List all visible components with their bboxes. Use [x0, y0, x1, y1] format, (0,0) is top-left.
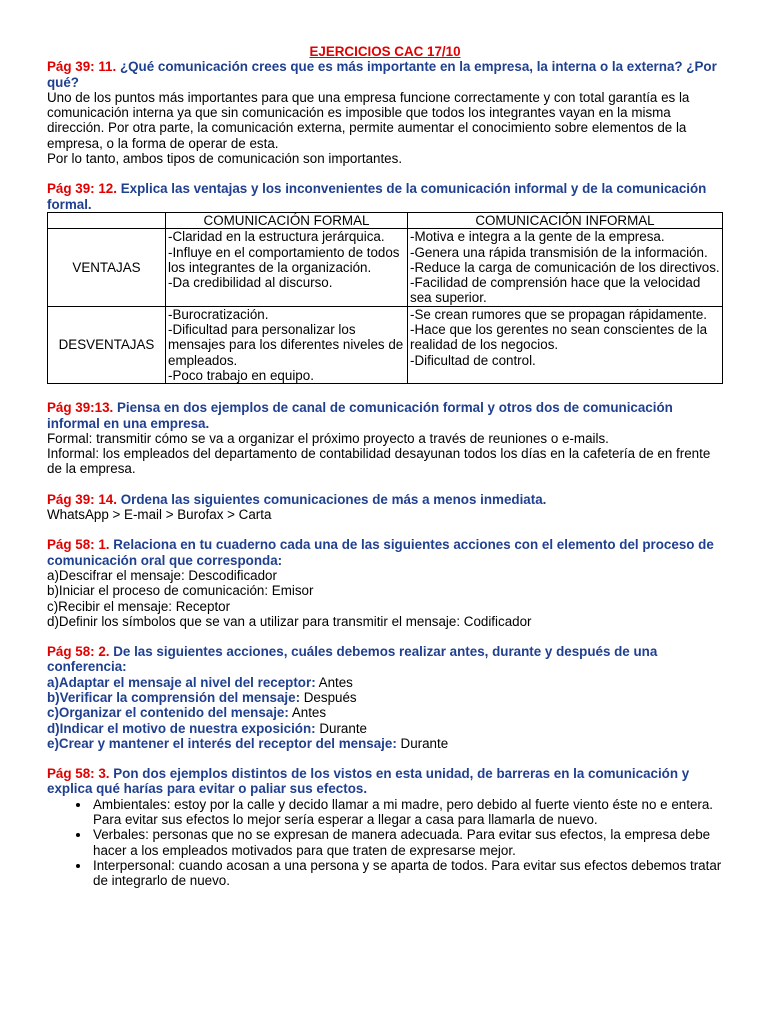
cell-line: -Motiva e integra a la gente de la empresa. [410, 229, 665, 245]
bullet-list [47, 797, 723, 889]
question-ref: Pág 39: 14. [47, 491, 117, 507]
answer-line [47, 736, 723, 751]
comparison-table [47, 212, 723, 384]
question-58-2 [47, 644, 723, 675]
table-row [48, 306, 723, 383]
table-cell [166, 229, 408, 306]
cell-line: -Burocratización. [168, 306, 269, 322]
item-question: e)Crear y mantener el interés del receptor del mensaje: [47, 735, 397, 751]
question-ref: Pág 58: 2. [47, 644, 110, 660]
question-ref: Pág 58: 1. [47, 537, 110, 553]
table-header: COMUNICACIÓN FORMAL [166, 212, 408, 228]
cell-line: -Se crean rumores que se propagan rápidamente. [410, 306, 708, 322]
answer-line [47, 690, 723, 705]
row-label: DESVENTAJAS [48, 306, 166, 383]
question-text: Ordena las siguientes comunicaciones de más a menos inmediata. [116, 491, 547, 507]
question-58-1 [47, 537, 723, 568]
cell-line: -Reduce la carga de comunicación de los directivos. [410, 259, 720, 275]
question-ref: Pág 39: 12. [47, 181, 117, 197]
question-ref: Pág 58: 3. [47, 766, 110, 782]
answer-line [47, 721, 723, 736]
answer-line: d)Definir los símbolos que se van a utilizar para transmitir el mensaje: Codificador [47, 613, 532, 629]
question-text: De las siguientes acciones, cuáles debemos realizar antes, durante y después de una conferencia: [47, 644, 658, 675]
item-question: b)Verificar la comprensión del mensaje: [47, 689, 301, 705]
answer-paragraph: Informal: los empleados del departamento de contabilidad desayunan todos los días en la cafetería de en frente de la empresa. [47, 446, 711, 477]
cell-line: -Facilidad de comprensión hace que la velocidad sea superior. [410, 275, 701, 306]
question-13 [47, 400, 723, 431]
document-page [47, 44, 723, 889]
list-item: • Interpersonal: cuando acosan a una persona y se aparta de todos. Para evitar sus efectos debemos tratar de integrarlo de nuevo. [91, 858, 723, 889]
cell-line: -Hace que los gerentes no sean conscientes de la realidad de los negocios. [410, 322, 708, 353]
item-question: a)Adaptar el mensaje al nivel del receptor: [47, 674, 316, 690]
item-answer: Antes [288, 705, 327, 721]
question-11 [47, 59, 723, 90]
answer-line [47, 675, 723, 690]
cell-line: -Da credibilidad al discurso. [168, 275, 333, 291]
table-row [48, 229, 723, 306]
answer-line: a)Descifrar el mensaje: Descodificador [47, 567, 277, 583]
answer-line: c)Recibir el mensaje: Receptor [47, 598, 231, 614]
question-text: Piensa en dos ejemplos de canal de comunicación formal y otros dos de comunicación informal en una empresa. [47, 400, 673, 431]
table-header-row [48, 212, 723, 228]
item-question: c)Organizar el contenido del mensaje: [47, 705, 289, 721]
cell-line: -Genera una rápida transmisión de la información. [410, 244, 708, 260]
item-question: d)Indicar el motivo de nuestra exposición: [47, 720, 316, 736]
question-text: ¿Qué comunicación crees que es más importante en la empresa, la interna o la externa? ¿Por qué? [47, 59, 717, 90]
list-item: • Ambientales: estoy por la calle y decido llamar a mi madre, pero debido al fuerte viento éste no e entera. Para evitar sus efectos lo mejor sería esperar a llegar a casa para llamarla de nuevo. [91, 797, 723, 828]
cell-line: -Dificultad de control. [410, 352, 536, 368]
item-answer: Después [300, 689, 357, 705]
table-header [48, 212, 166, 228]
answer-paragraph: WhatsApp > E-mail > Burofax > Carta [47, 507, 272, 523]
answer-paragraph: Uno de los puntos más importantes para que una empresa funcione correctamente y con total garantía es la comunicación interna ya que sin comunicación es imposible que todos los integrantes vayan en la misma dirección. Por otra parte, la comunicación externa, permite aumentar el conocimiento sobre elementos de la empresa, o la forma de operar de esta. [47, 89, 690, 151]
question-ref: Pág 39:13. [47, 400, 114, 416]
answer-line [47, 705, 723, 720]
cell-line: -Claridad en la estructura jerárquica. [168, 229, 385, 245]
question-14 [47, 492, 723, 507]
row-label: VENTAJAS [48, 229, 166, 306]
question-text: Pon dos ejemplos distintos de los vistos en esta unidad, de barreras en la comunicación y explica qué harías para evitar o paliar sus efectos. [47, 766, 690, 797]
table-cell [166, 306, 408, 383]
list-item: • Verbales: personas que no se expresan de manera adecuada. Para evitar sus efectos, la empresa debe hacer a los empleados motivados para que traten de expresarse mejor. [91, 827, 723, 858]
answer-paragraph: Por lo tanto, ambos tipos de comunicación son importantes. [47, 151, 403, 167]
question-12 [47, 181, 723, 212]
cell-line: -Dificultad para personalizar los mensajes para los diferentes niveles de empleados. [168, 322, 404, 368]
question-ref: Pág 39: 11. [47, 59, 117, 75]
document-title: EJERCICIOS CAC 17/10 [309, 44, 461, 59]
cell-line: -Poco trabajo en equipo. [168, 367, 314, 383]
table-cell [408, 306, 723, 383]
cell-line: -Influye en el comportamiento de todos los integrantes de la organización. [168, 244, 400, 275]
question-58-3 [47, 766, 723, 797]
item-answer: Antes [315, 674, 353, 690]
answer-line: b)Iniciar el proceso de comunicación: Emisor [47, 583, 314, 599]
item-answer: Durante [315, 720, 367, 736]
table-cell [408, 229, 723, 306]
question-text: Explica las ventajas y los inconvenientes de la comunicación informal y de la comunicación formal. [47, 181, 707, 212]
answer-paragraph: Formal: transmitir cómo se va a organizar el próximo proyecto a través de reuniones o e-mails. [47, 430, 609, 446]
table-header: COMUNICACIÓN INFORMAL [408, 212, 723, 228]
item-answer: Durante [396, 735, 449, 751]
question-text: Relaciona en tu cuaderno cada una de las siguientes acciones con el elemento del proceso de comunicación oral que corresponda: [47, 537, 714, 568]
